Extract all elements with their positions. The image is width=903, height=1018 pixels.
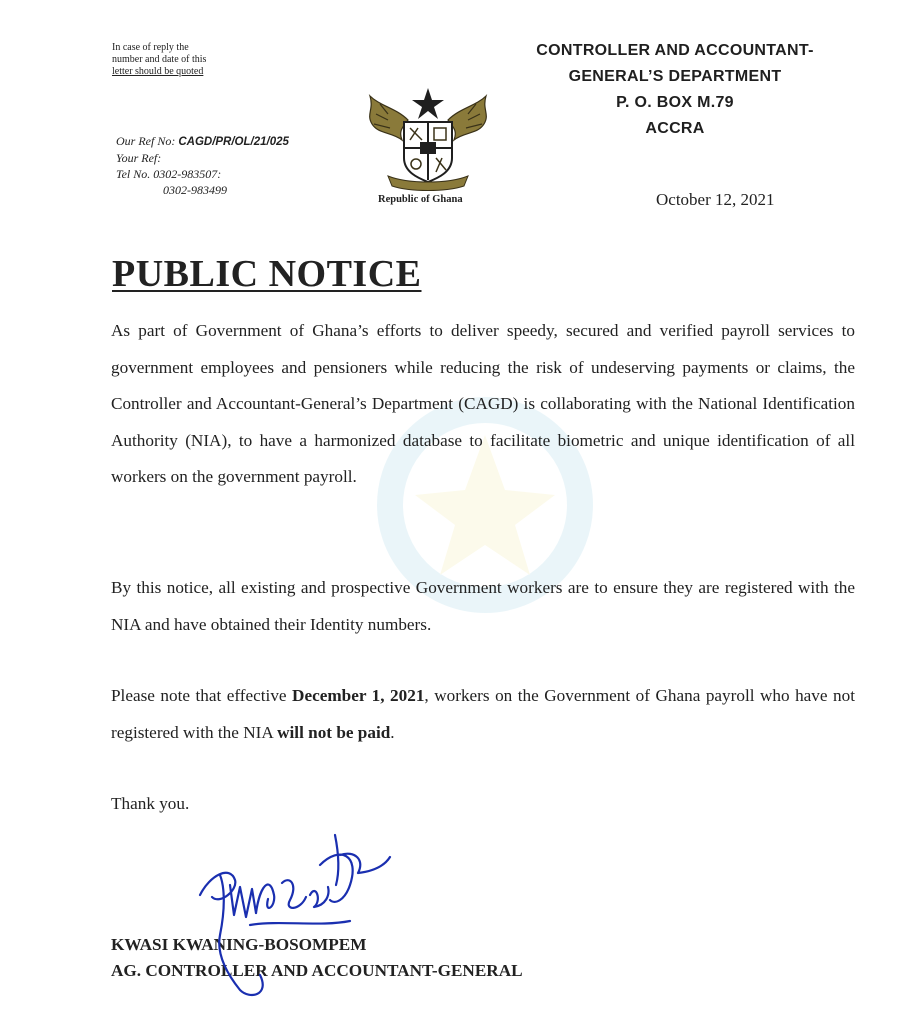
reply-instruction <box>112 42 206 78</box>
closing-line: Thank you. <box>111 794 190 813</box>
paragraph-2: By this notice, all existing and prospective Government workers are to ensure they are registered with the NIA and have obtained their Identity numbers. <box>111 578 855 634</box>
department-line: P. O. BOX M.79 <box>616 94 734 111</box>
reply-note-line: letter should be quoted <box>112 66 204 77</box>
reference-block <box>116 133 289 198</box>
coat-of-arms-emblem <box>358 80 498 192</box>
your-ref-label: Your Ref: <box>116 151 162 165</box>
signatory-title: AG. CONTROLLER AND ACCOUNTANT-GENERAL <box>111 961 523 980</box>
handwritten-signature <box>190 825 410 1000</box>
department-line: CONTROLLER AND ACCOUNTANT- <box>536 42 814 59</box>
tel-number-1: 0302-983507: <box>153 167 222 181</box>
emblem-caption: Republic of Ghana <box>378 194 463 205</box>
tel-label: Tel No. <box>116 167 151 181</box>
signatory-name: KWASI KWANING-BOSOMPEM <box>111 935 367 954</box>
tel-line <box>116 166 289 182</box>
payment-warning: will not be paid <box>277 722 391 742</box>
department-line: ACCRA <box>645 120 705 137</box>
reply-note-line: number and date of this <box>112 54 207 65</box>
paragraph-3 <box>111 678 855 751</box>
department-line: GENERAL’S DEPARTMENT <box>568 68 782 85</box>
our-ref-label: Our Ref No: <box>116 134 176 148</box>
paragraph-1: As part of Government of Ghana’s efforts to deliver speedy, secured and verified payroll services to government employees and pensioners while reducing the risk of undeserving payments or claims, the Controller and Accountant-General’s Department (CAGD) is collaborating with the National Identification Authority (NIA), to have a harmonized database to facilitate biometric and unique identification of all workers on the government payroll. <box>111 321 855 486</box>
our-ref-line <box>116 133 289 150</box>
our-ref-value: CAGD/PR/OL/21/025 <box>178 136 289 148</box>
department-address <box>495 38 855 142</box>
letter-date: October 12, 2021 <box>656 190 775 209</box>
paragraph-3-text: Please note that effective <box>111 686 293 705</box>
paragraph-3-end: . <box>390 722 395 742</box>
notice-title: PUBLIC NOTICE <box>112 253 422 295</box>
effective-date: December 1, 2021 <box>292 686 425 705</box>
paragraph-3-text: , workers on the Government of Ghana payroll who have not registered with the NIA <box>111 686 855 742</box>
tel-number-2: 0302-983499 <box>163 183 227 197</box>
reply-note-line: In case of reply the <box>112 42 189 53</box>
